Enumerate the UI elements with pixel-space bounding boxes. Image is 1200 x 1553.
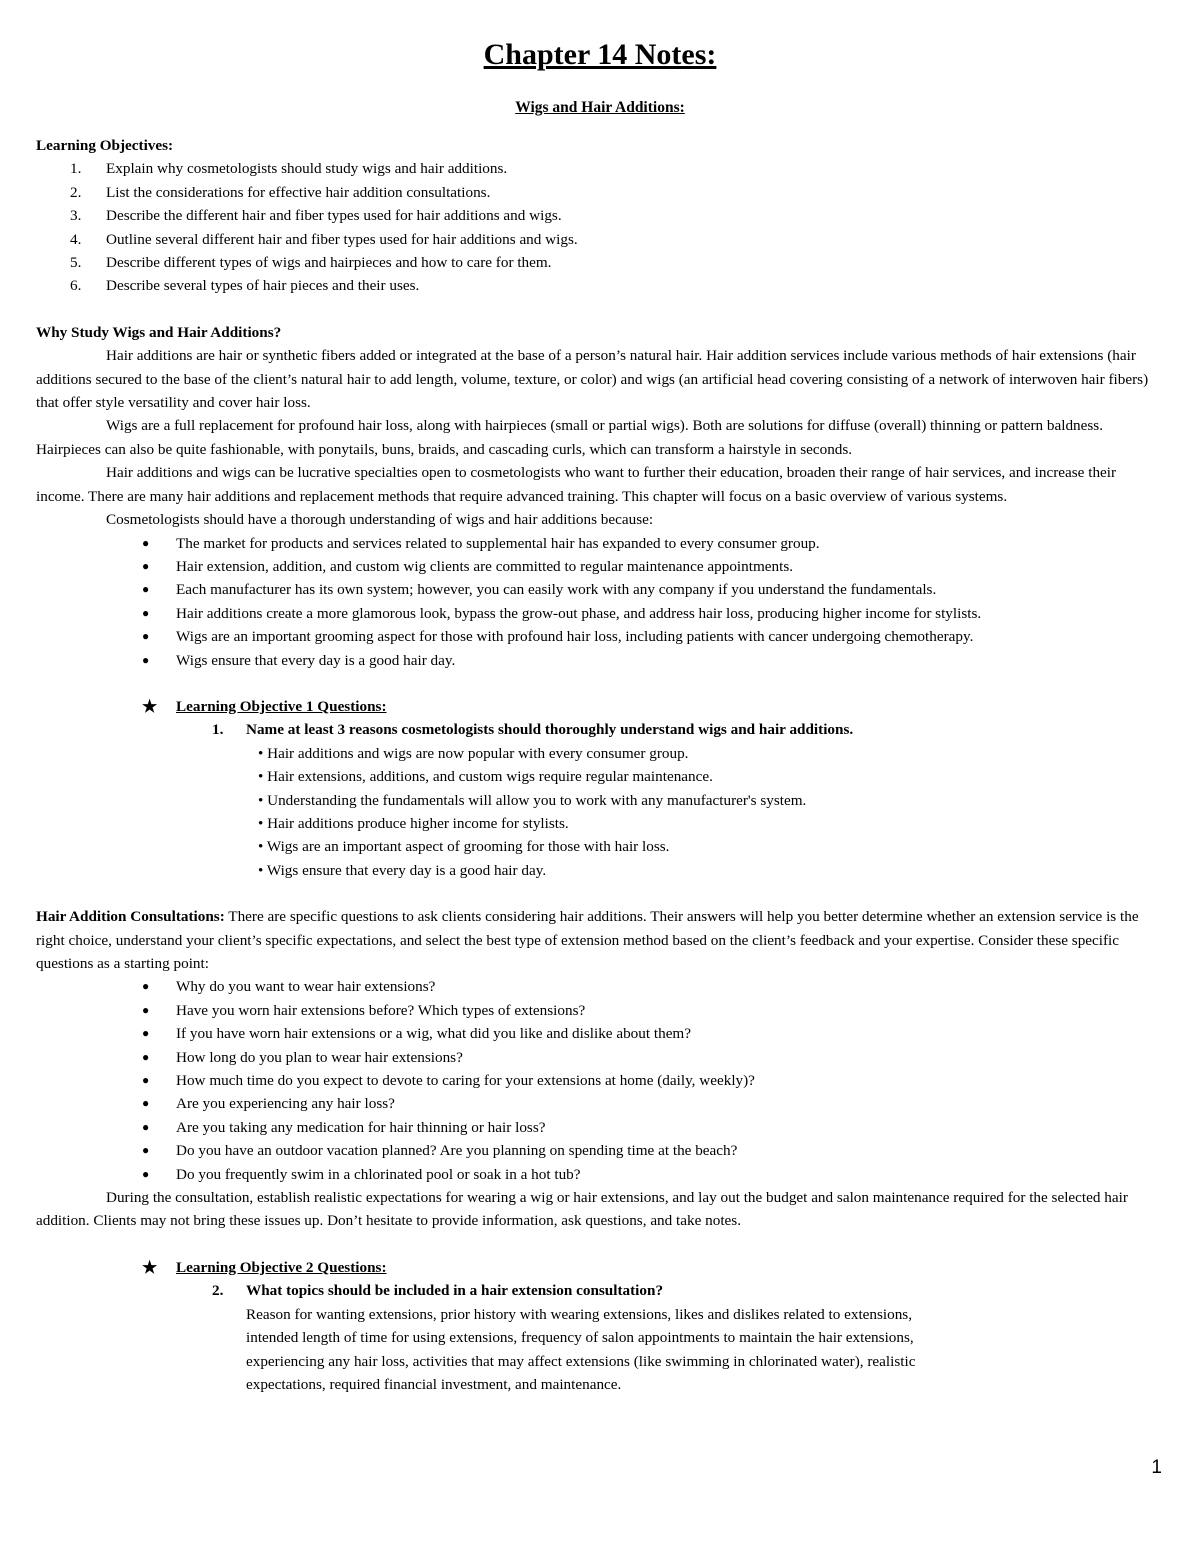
bullet-icon: ● [142, 605, 150, 620]
list-item: ● Each manufacturer has its own system; however, you can easily work with any company if you understand the fundamentals. [36, 578, 1164, 601]
list-item: 4. Outline several different hair and fiber types used for hair additions and wigs. [70, 230, 578, 248]
bullet-icon: ● [142, 1096, 150, 1111]
list-item: 3. Describe the different hair and fiber types used for hair additions and wigs. [70, 207, 562, 225]
list-item: 1. Explain why cosmetologists should study wigs and hair additions. [70, 160, 508, 178]
list-item: ● Do you have an outdoor vacation planned? Are you planning on spending time at the beach? [36, 1139, 1164, 1162]
bullet-icon: ● [142, 1166, 150, 1181]
bullet-icon: ● [142, 535, 150, 550]
paragraph: Wigs are a full replacement for profound hair loss, along with hairpieces (small or partial wigs). Both are solutions for diffuse (overall) thinning or pattern baldness. Hairpieces can also be quite fashionable, with ponytails, buns, braids, and cascading curls, which can transform a hairstyle in seconds. [36, 417, 1103, 458]
list-item: ● Are you taking any medication for hair thinning or hair loss? [36, 1116, 1164, 1139]
page-number: 1 [1151, 1457, 1162, 1478]
bullet-icon: ● [142, 652, 150, 667]
list-item: ● Are you experiencing any hair loss? [36, 1092, 1164, 1115]
star-icon: ★ [142, 1257, 158, 1277]
list-item: 2. List the considerations for effective hair addition consultations. [70, 183, 491, 201]
bullet-icon: ● [142, 1002, 150, 1017]
page-title: Chapter 14 Notes: [483, 38, 717, 71]
lo2-heading: ★ Learning Objective 2 Questions: [36, 1256, 1164, 1279]
bullet-icon: ● [142, 1026, 150, 1041]
lo1-heading: ★ Learning Objective 1 Questions: [36, 695, 1164, 718]
answer-line: • Understanding the fundamentals will allow you to work with any manufacturer's system. [258, 791, 807, 809]
paragraph: During the consultation, establish realistic expectations for wearing a wig or hair extensions, and lay out the budget and salon maintenance required for the selected hair addition. Clients may not bring these issues up. Don’t hesitate to provide information, ask questions, and take notes. [36, 1189, 1128, 1230]
bullet-icon: ● [142, 558, 150, 573]
learning-objectives-list [36, 157, 1164, 297]
lo2-answer: Reason for wanting extensions, prior history with wearing extensions, likes and dislikes related to extensions, intended length of time for using extensions, frequency of salon appointments to maintain the hair extensions, experiencing any hair loss, activities that may affect extensions (like swimming in chlorinated water), realistic expectations, required financial investment, and maintenance. [246, 1305, 916, 1393]
paragraph: Hair additions and wigs can be lucrative specialties open to cosmetologists who want to further their education, broaden their range of hair services, and increase their income. There are many hair additions and replacement methods that require advanced training. This chapter will focus on a basic overview of various systems. [36, 464, 1117, 505]
answer-line: • Wigs ensure that every day is a good hair day. [258, 861, 547, 879]
star-icon: ★ [142, 696, 158, 716]
consultations-heading: Hair Addition Consultations: [36, 908, 225, 926]
list-item: ● If you have worn hair extensions or a wig, what did you like and dislike about them? [36, 1022, 1164, 1045]
page-subtitle: Wigs and Hair Additions: [515, 99, 685, 116]
answer-line: • Hair additions produce higher income for stylists. [258, 814, 569, 832]
list-item: ● How long do you plan to wear hair extensions? [36, 1046, 1164, 1069]
bullet-icon: ● [142, 1119, 150, 1134]
why-study-heading: Why Study Wigs and Hair Additions? [36, 323, 282, 341]
list-item: 6. Describe several types of hair pieces and their uses. [70, 277, 420, 295]
list-item: ● The market for products and services related to supplemental hair has expanded to every consumer group. [36, 532, 1164, 555]
bullet-icon: ● [142, 582, 150, 597]
list-item: ● Hair extension, addition, and custom wig clients are committed to regular maintenance appointments. [36, 555, 1164, 578]
bullet-icon: ● [142, 1049, 150, 1064]
bullet-icon: ● [142, 629, 150, 644]
bullet-icon: ● [142, 979, 150, 994]
bullet-icon: ● [142, 1073, 150, 1088]
why-study-bullets [36, 532, 1164, 672]
paragraph: Cosmetologists should have a thorough understanding of wigs and hair additions because: [106, 511, 654, 529]
consultations-intro: Hair Addition Consultations: There are specific questions to ask clients considering hair additions. Their answers will help you better determine whether an extension service is the right choice, understand your client’s specific expectations, and select the best type of extension method based on the client’s feedback and your expertise. Consider these specific questions as a starting point: [36, 908, 1139, 972]
answer-line: • Wigs are an important aspect of grooming for those with hair loss. [258, 838, 670, 856]
lo1-question: 1. Name at least 3 reasons cosmetologists should thoroughly understand wigs and hair additions. [212, 721, 854, 739]
consultation-questions [36, 975, 1164, 1186]
list-item: ● Wigs ensure that every day is a good hair day. [36, 649, 1164, 672]
list-item: ● Wigs are an important grooming aspect for those with profound hair loss, including patients with cancer undergoing chemotherapy. [36, 625, 1164, 648]
list-item: ● Hair additions create a more glamorous look, bypass the grow-out phase, and address hair loss, producing higher income for stylists. [36, 602, 1164, 625]
learning-objectives-heading: Learning Objectives: [36, 137, 174, 154]
lo2-question: 2. What topics should be included in a hair extension consultation? [212, 1282, 664, 1300]
list-item: 5. Describe different types of wigs and hairpieces and how to care for them. [70, 254, 552, 272]
paragraph: Hair additions are hair or synthetic fibers added or integrated at the base of a person’s natural hair. Hair addition services include various methods of hair extensions (hair additions secured to the base of the client’s natural hair to add length, volume, texture, or color) and wigs (an artificial head covering consisting of a network of interwoven hair fibers) that offer style versatility and cover hair loss. [36, 347, 1149, 412]
list-item: ● How much time do you expect to devote to caring for your extensions at home (daily, weekly)? [36, 1069, 1164, 1092]
answer-line: • Hair extensions, additions, and custom wigs require regular maintenance. [258, 768, 713, 786]
list-item: ● Do you frequently swim in a chlorinated pool or soak in a hot tub? [36, 1163, 1164, 1186]
list-item: ● Have you worn hair extensions before? Which types of extensions? [36, 999, 1164, 1022]
answer-line: • Hair additions and wigs are now popular with every consumer group. [258, 744, 689, 762]
list-item: ● Why do you want to wear hair extensions? [36, 975, 1164, 998]
bullet-icon: ● [142, 1143, 150, 1158]
